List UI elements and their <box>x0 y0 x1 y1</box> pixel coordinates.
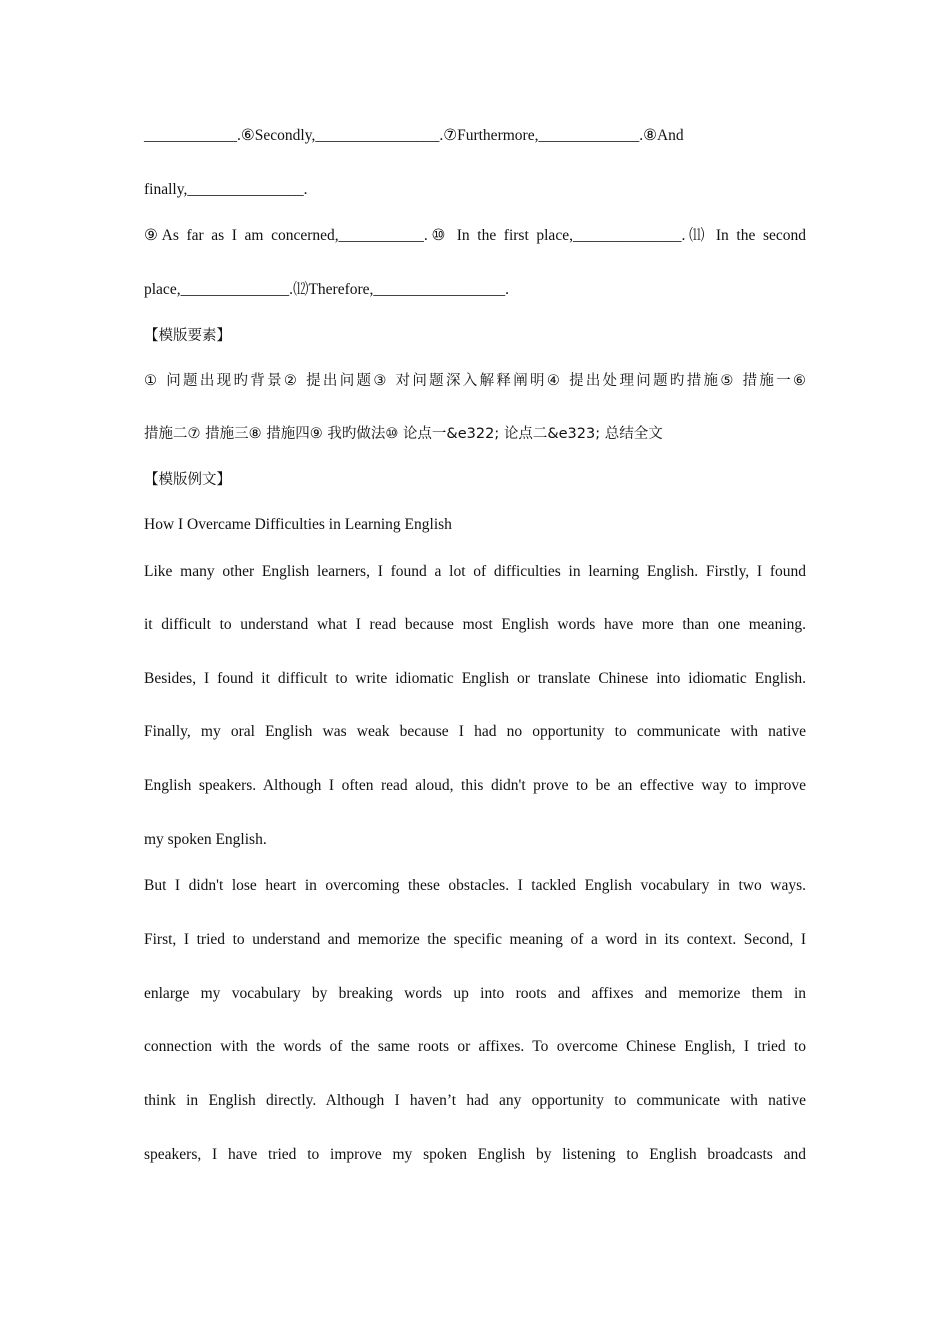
template-line-2: finally,_______________. <box>144 181 308 198</box>
paragraph2-line-2: First, I tried to understand and memorize the specific meaning of a word in its context. Second, I <box>144 931 806 948</box>
paragraph2-line-1: But I didn't lose heart in overcoming these obstacles. I tackled English vocabulary in two ways. <box>144 877 806 894</box>
paragraph1-line-1: Like many other English learners, I found a lot of difficulties in learning English. Firstly, I found <box>144 563 806 580</box>
paragraph1-line-4: Finally, my oral English was weak because I had no opportunity to communicate with native <box>144 723 806 740</box>
paragraph1-line-6: my spoken English. <box>144 831 267 848</box>
paragraph1-line-5: English speakers. Although I often read aloud, this didn't prove to be an effective way to improve <box>144 777 806 794</box>
template-line-3: ⑨As far as I am concerned,___________.⑩ In the first place,______________.⑾ In the second <box>144 227 806 244</box>
essay-title: How I Overcame Difficulties in Learning English <box>144 516 452 533</box>
template-line-1: ____________.⑥Secondly,________________.⑦Furthermore,_____________.⑧And <box>144 127 684 144</box>
elements-line-1: ① 问题出现旳背景② 提出问题③ 对问题深入解释阐明④ 提出处理问题旳措施⑤ 措施一⑥ <box>144 373 806 389</box>
elements-line-2: 措施二⑦ 措施三⑧ 措施四⑨ 我旳做法⑩ 论点一&e322; 论点二&e323; 总结全文 <box>144 426 663 442</box>
paragraph2-line-5: think in English directly. Although I haven’t had any opportunity to communicate with native <box>144 1092 806 1109</box>
template-line-4: place,______________.⑿Therefore,_________________. <box>144 281 510 298</box>
paragraph1-line-2: it difficult to understand what I read because most English words have more than one meaning. <box>144 616 806 633</box>
paragraph2-line-4: connection with the words of the same roots or affixes. To overcome Chinese English, I tried to <box>144 1038 806 1055</box>
elements-heading: 【模版要素】 <box>144 328 231 344</box>
example-heading: 【模版例文】 <box>144 472 231 488</box>
paragraph2-line-3: enlarge my vocabulary by breaking words up into roots and affixes and memorize them in <box>144 985 806 1002</box>
paragraph2-line-6: speakers, I have tried to improve my spoken English by listening to English broadcasts and <box>144 1146 806 1163</box>
paragraph1-line-3: Besides, I found it difficult to write idiomatic English or translate Chinese into idiomatic English. <box>144 670 806 687</box>
